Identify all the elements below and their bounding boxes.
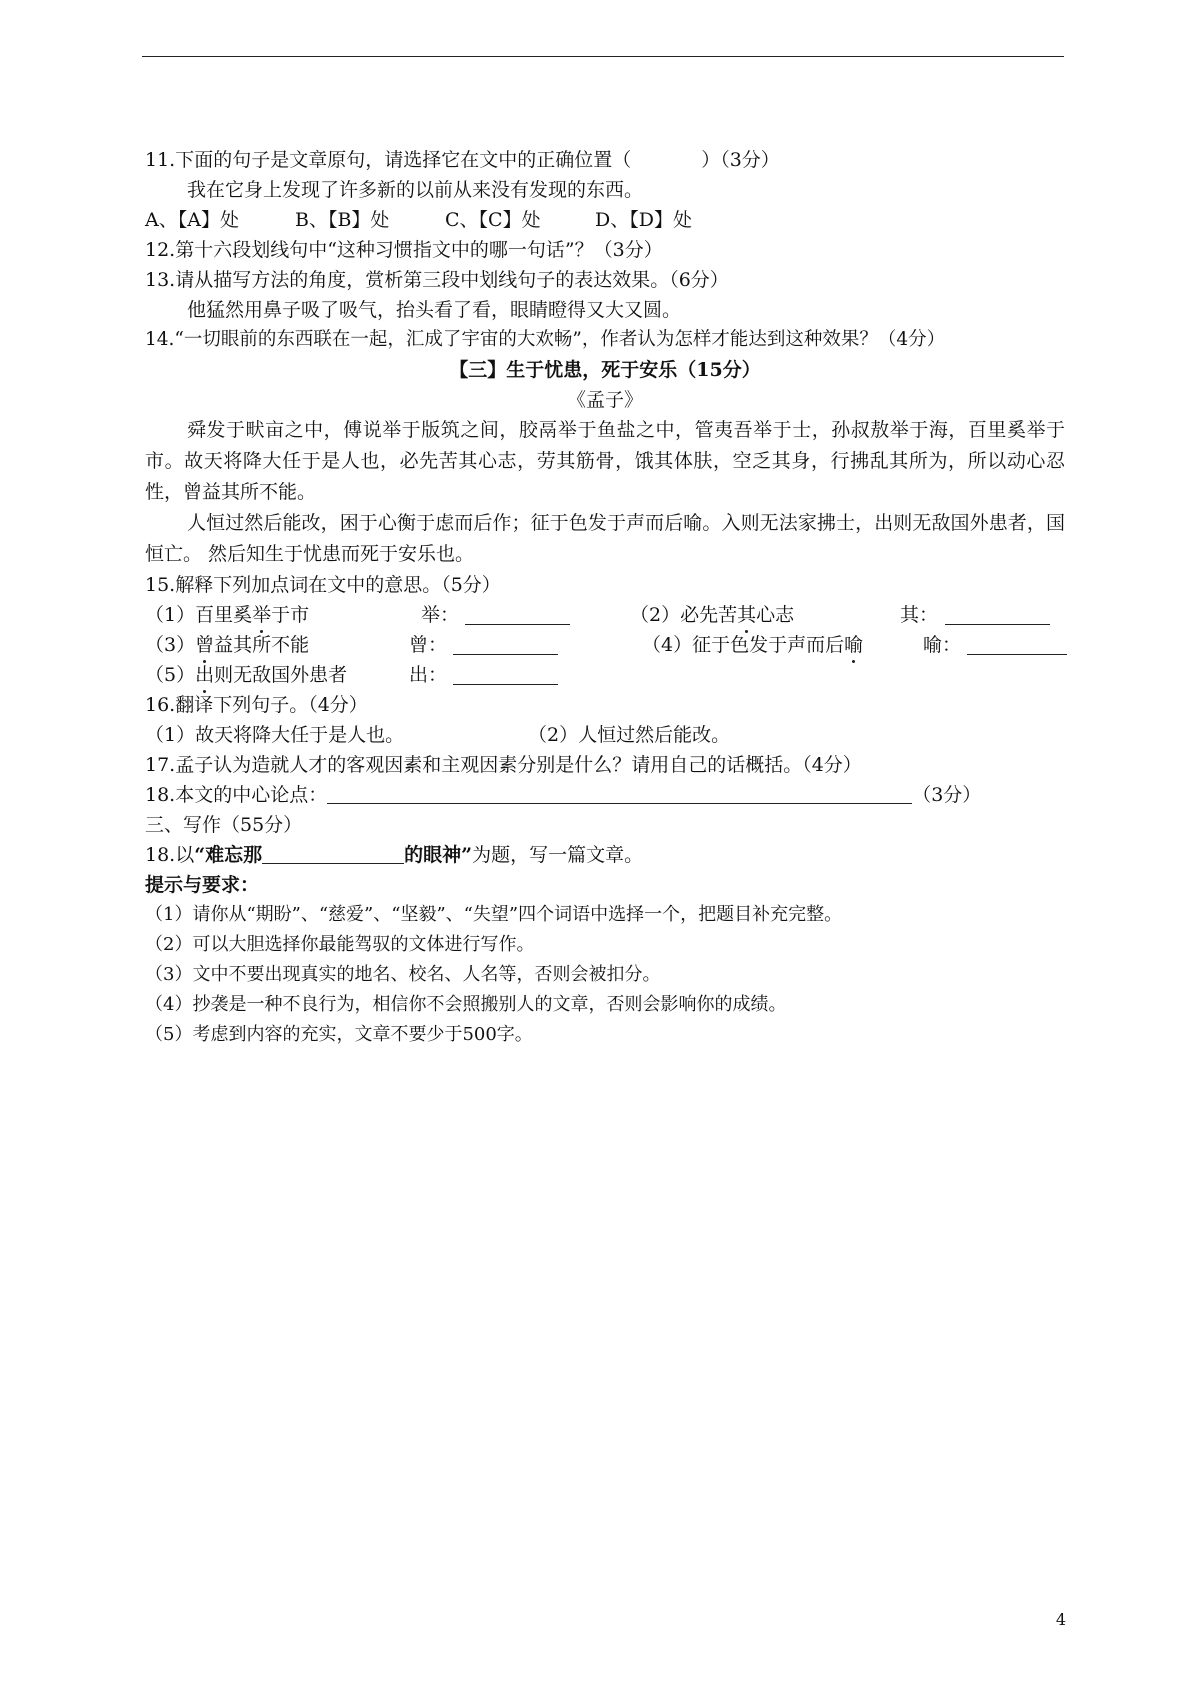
q11-option-d: D、【D】处 bbox=[595, 209, 692, 231]
q15-row-3 bbox=[145, 660, 1065, 690]
q15-row-1 bbox=[145, 600, 1065, 630]
question-18 bbox=[145, 780, 1065, 810]
question-12: 12.第十六段划线句中“这种习惯指文中的哪一句话”？（3分） bbox=[145, 239, 663, 261]
dotted-char: 其 bbox=[737, 600, 756, 630]
dotted-char: 出 bbox=[195, 660, 214, 690]
question-16: 16.翻译下列句子。（4分） bbox=[145, 694, 368, 716]
section-3-title: 【三】生于忧患，死于安乐（15分） bbox=[449, 359, 761, 381]
section-3-source: 《孟子》 bbox=[566, 389, 643, 411]
dotted-char: 举 bbox=[252, 600, 271, 630]
q18-prefix: 18.本文的中心论点： bbox=[145, 784, 328, 806]
q16-sentences bbox=[145, 720, 1065, 750]
q15-answer-3[interactable] bbox=[453, 634, 558, 655]
q11-prefix: 11.下面的句子是文章原句，请选择它在文中的正确位置（ bbox=[145, 149, 632, 171]
tip-1: （1）请你从“期盼”、“慈爱”、“坚毅”、“失望”四个词语中选择一个，把题目补充完整。 bbox=[145, 904, 843, 925]
writing-title-start: “难忘那 bbox=[194, 844, 263, 866]
q15-item-4: （4）征于色发于声而后喻 bbox=[642, 630, 863, 660]
q15-item-5: （5）出则无敌国外患者 bbox=[145, 660, 347, 690]
q13-sentence: 他猛然用鼻子吸了吸气，抬头看了看，眼睛瞪得又大又圆。 bbox=[187, 299, 682, 321]
tip-5: （5）考虑到内容的充实，文章不要少于500字。 bbox=[145, 1024, 533, 1045]
q15-answer-1[interactable] bbox=[465, 604, 570, 625]
q15-item-2: （2）必先苦其心志 bbox=[630, 600, 794, 630]
exam-page bbox=[145, 145, 1065, 1050]
q15-answer-5[interactable] bbox=[453, 664, 558, 685]
q16-sentence-2: （2）人恒过然后能改。 bbox=[528, 724, 731, 746]
writing-prompt-suffix: 为题，写一篇文章。 bbox=[472, 844, 644, 866]
q15-row-2 bbox=[145, 630, 1065, 660]
writing-title-end: 的眼神” bbox=[404, 844, 473, 866]
writing-title-blank[interactable] bbox=[262, 843, 404, 864]
q15-item-1: （1）百里奚举于市 bbox=[145, 600, 309, 630]
q15-label-5: 出： bbox=[409, 664, 448, 686]
tip-2: （2）可以大胆选择你最能驾驭的文体进行写作。 bbox=[145, 934, 535, 955]
question-15: 15.解释下列加点词在文中的意思。（5分） bbox=[145, 574, 501, 596]
dotted-char: 喻 bbox=[844, 630, 863, 660]
writing-section-header: 三、写作（55分） bbox=[145, 814, 303, 836]
q15-label-4: 喻： bbox=[923, 634, 962, 656]
q15-label-3: 曾： bbox=[409, 634, 448, 656]
tip-4: （4）抄袭是一种不良行为，相信你不会照搬别人的文章，否则会影响你的成绩。 bbox=[145, 994, 787, 1015]
q15-label-1: 举： bbox=[421, 604, 460, 626]
writing-prompt-prefix: 18.以 bbox=[145, 844, 195, 866]
tip-3: （3）文中不要出现真实的地名、校名、人名等，否则会被扣分。 bbox=[145, 964, 661, 985]
header-rule bbox=[142, 56, 1064, 57]
dotted-char: 曾 bbox=[195, 630, 214, 660]
q16-sentence-1: （1）故天将降大任于是人也。 bbox=[145, 724, 405, 746]
question-14: 14.“一切眼前的东西联在一起，汇成了宇宙的大欢畅”，作者认为怎样才能达到这种效果？（4分） bbox=[145, 329, 946, 350]
question-13: 13.请从描写方法的角度，赏析第三段中划线句子的表达效果。（6分） bbox=[145, 269, 729, 291]
q11-option-a: A、【A】处 bbox=[145, 209, 239, 231]
writing-prompt bbox=[145, 840, 1065, 870]
q11-answer-blank[interactable] bbox=[631, 149, 701, 169]
question-11 bbox=[145, 145, 1065, 175]
q11-sentence: 我在它身上发现了许多新的以前从来没有发现的东西。 bbox=[187, 179, 644, 201]
q15-answer-2[interactable] bbox=[945, 604, 1050, 625]
tips-title: 提示与要求： bbox=[145, 874, 260, 896]
q15-label-2: 其： bbox=[900, 604, 939, 626]
q11-option-b: B、【B】处 bbox=[295, 209, 390, 231]
q18-answer-line[interactable] bbox=[327, 783, 912, 804]
page-number: 4 bbox=[1055, 1610, 1066, 1629]
q11-option-c: C、【C】处 bbox=[445, 209, 541, 231]
question-17: 17.孟子认为造就人才的客观因素和主观因素分别是什么？请用自己的话概括。（4分） bbox=[145, 754, 862, 776]
passage-paragraph-2: 人恒过然后能改，困于心衡于虑而后作；征于色发于声而后喻。入则无法家拂士，出则无敌国外患者，国恒亡。 然后知生于忧患而死于安乐也。 bbox=[145, 512, 1065, 565]
q15-answer-4[interactable] bbox=[967, 634, 1067, 655]
q15-item-3: （3）曾益其所不能 bbox=[145, 630, 309, 660]
q11-options bbox=[145, 205, 1065, 235]
q11-suffix: ）（3分） bbox=[701, 149, 780, 171]
passage-paragraph-1: 舜发于畎亩之中，傅说举于版筑之间，胶鬲举于鱼盐之中，管夷吾举于士，孙叔敖举于海，百里奚举于市。故天将降大任于是人也，必先苦其心志，劳其筋骨，饿其体肤，空乏其身，行拂乱其所为，所以动心忍性，曾益其所不能。 bbox=[145, 419, 1065, 503]
q18-suffix: （3分） bbox=[912, 784, 982, 806]
